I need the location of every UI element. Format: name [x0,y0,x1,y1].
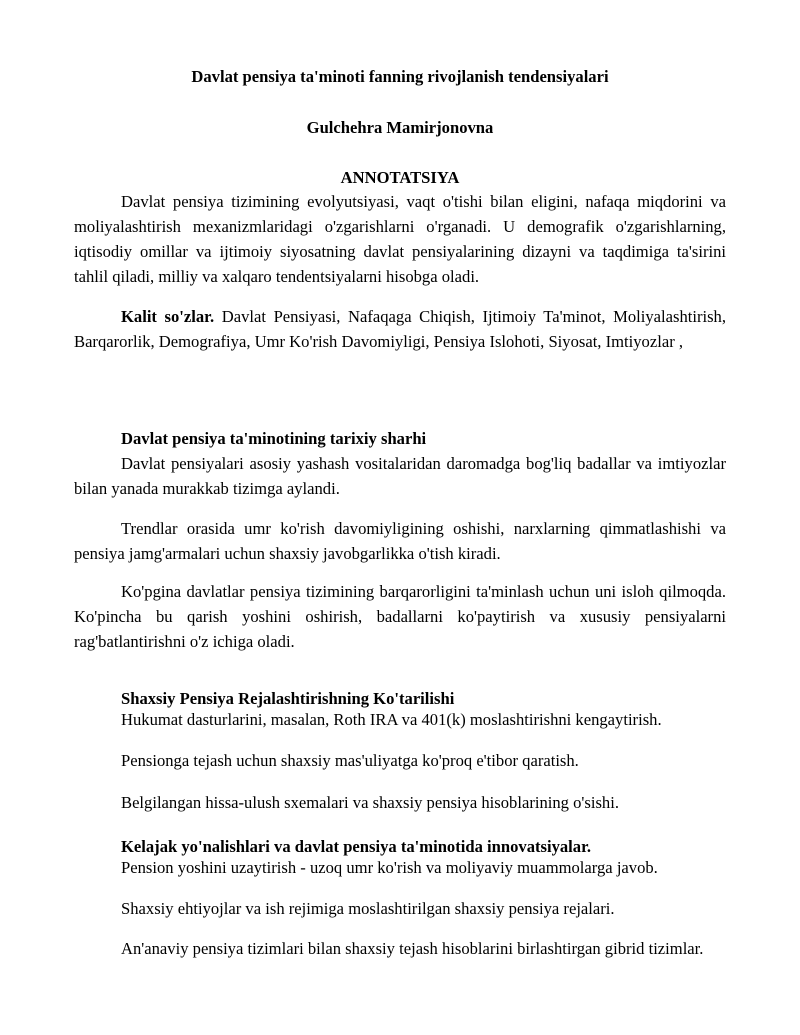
keywords-label: Kalit so'zlar. [121,307,215,326]
keywords-paragraph [74,304,726,354]
future-paragraph [74,936,726,961]
paragraph: Ko'pgina davlatlar pensiya tizimining barqarorligini ta'minlash uchun uni isloh qilmoqda. Ko'pincha bu qarish yoshini oshirish, badallarni ko'paytirish va xususiy pensiyalarni rag'batlantirishni o'z ichiga oladi. [74,582,726,651]
private-pension-item-2: Pensionga tejash uchun shaxsiy mas'uliyatga ko'proq e'tibor qaratish. [121,751,579,770]
section-heading-history: Davlat pensiya ta'minotining tarixiy sharhi [121,429,427,448]
history-paragraph-3 [74,579,726,654]
future-item-2: Shaxsiy ehtiyojlar va ish rejimiga moslashtirilgan shaxsiy pensiya rejalari. [121,899,615,918]
private-pension-item-1: Hukumat dasturlarini, masalan, Roth IRA va 401(k) moslashtirishni kengaytirish. [121,710,662,729]
author-name: Gulchehra Mamirjonovna [306,118,494,137]
keywords-text: Davlat Pensiyasi, Nafaqaga Chiqish, Ijtimoiy Ta'minot, Moliyalashtirish, Barqarorlik, Demografiya, Umr Ko'rish Davomiyligi, Pensiya Islohoti, Siyosat, Imtiyozlar , [74,307,726,351]
abstract-text: Davlat pensiya tizimining evolyutsiyasi, vaqt o'tishi bilan eligini, nafaqa miqdorini va moliyalashtirish mexanizmlaridagi o'zgarishlarni o'rganadi. U demografik o'zgarishlarning, iqtisodiy omillar va ijtimoiy siyosatning davlat pensiyalarining dizayni va taqdimiga ta'sirini tahlil qiladi, milliy va xalqaro tendentsiyalarni hisobga oladi. [74,192,726,286]
history-paragraph-1 [74,451,726,501]
section-heading-private-pension: Shaxsiy Pensiya Rejalashtirishning Ko'tarilishi [121,689,455,708]
document-title: Davlat pensiya ta'minoti fanning rivojlanish tendensiyalari [191,67,609,86]
future-item-1: Pension yoshini uzaytirish - uzoq umr ko'rish va moliyaviy muammolarga javob. [121,858,658,877]
history-paragraph-2 [74,516,726,566]
private-pension-item-3: Belgilangan hissa-ulush sxemalari va shaxsiy pensiya hisoblarining o'sishi. [121,793,619,812]
paragraph: An'anaviy pensiya tizimlari bilan shaxsiy tejash hisoblarini birlashtirgan gibrid tizimlar. [121,939,704,958]
paragraph: Trendlar orasida umr ko'rish davomiyligining oshishi, narxlarning qimmatlashishi va pensiya jamg'armalari uchun shaxsiy javobgarlikka o'tish kiradi. [74,519,726,563]
keywords-block [74,304,726,354]
paragraph: Davlat pensiyalari asosiy yashash vositalaridan daromadga bog'liq badallar va imtiyozlar bilan yanada murakkab tizimga aylandi. [74,454,726,498]
abstract-block [74,189,726,289]
abstract-heading: ANNOTATSIYA [340,168,460,187]
section-heading-future: Kelajak yo'nalishlari va davlat pensiya ta'minotida innovatsiyalar. [121,837,592,856]
